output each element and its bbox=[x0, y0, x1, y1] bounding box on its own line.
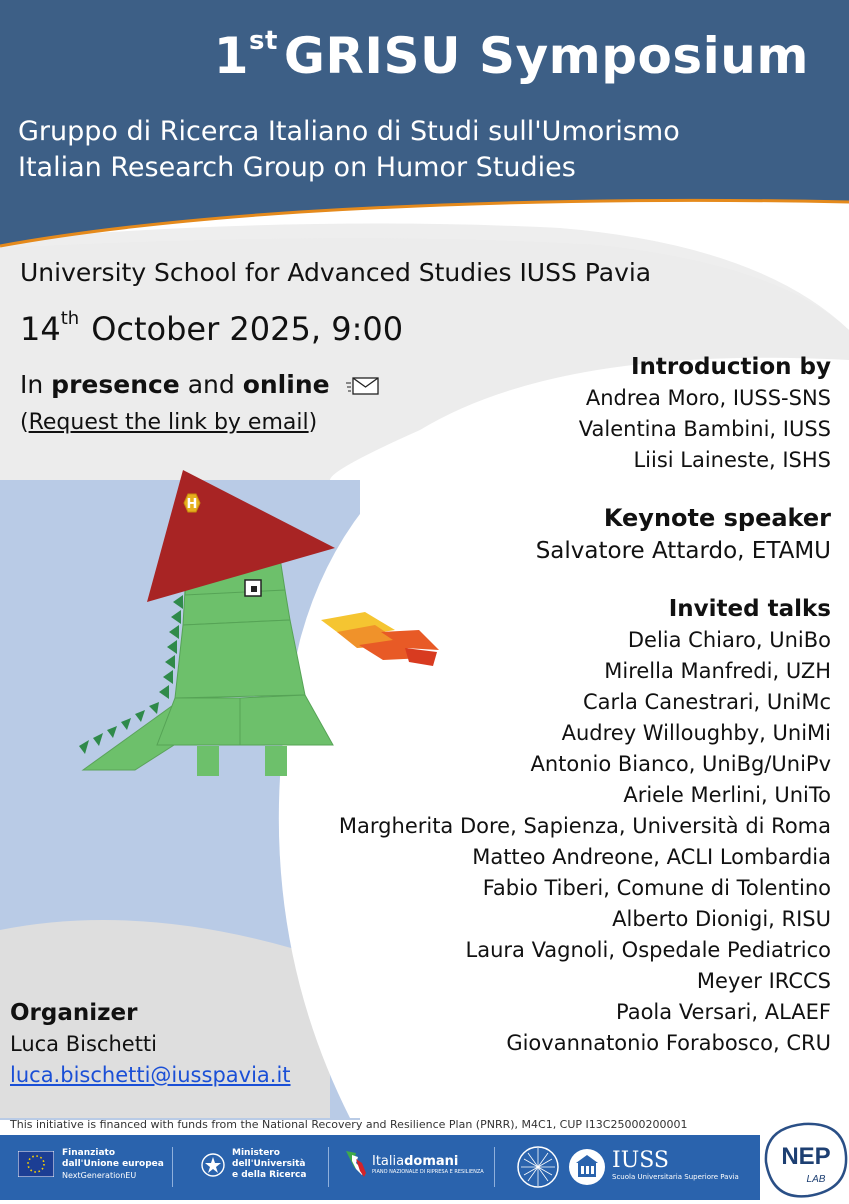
date-ordinal: th bbox=[60, 308, 80, 329]
italy-map-icon bbox=[342, 1149, 368, 1179]
speaker: Alberto Dionigi, RISU bbox=[612, 907, 831, 931]
footer-logo-bar bbox=[0, 1135, 760, 1200]
speaker: Delia Chiaro, UniBo bbox=[627, 628, 831, 652]
date-day: 14 bbox=[20, 310, 61, 348]
domani-text: domani bbox=[404, 1154, 459, 1169]
organizer-name: Luca Bischetti bbox=[10, 1032, 157, 1056]
request-link[interactable] bbox=[20, 410, 317, 435]
speaker: Carla Canestrari, UniMc bbox=[583, 690, 831, 714]
speaker: Audrey Willoughby, UniMi bbox=[561, 721, 831, 745]
date-rest: October 2025, 9:00 bbox=[91, 310, 404, 348]
organizer-heading: Organizer bbox=[10, 1000, 138, 1026]
italia-sub: PIANO NAZIONALE DI RIPRESA E RESILIENZA bbox=[372, 1169, 484, 1175]
mode-and: and bbox=[179, 370, 243, 399]
eu-funding-label bbox=[62, 1148, 164, 1181]
invited-heading: Invited talks bbox=[668, 596, 831, 622]
divider bbox=[494, 1147, 495, 1187]
speaker: Liisi Laineste, ISHS bbox=[633, 448, 831, 472]
speaker: Valentina Bambini, IUSS bbox=[578, 417, 831, 441]
network-logo-icon bbox=[516, 1145, 560, 1189]
organizer-email-link[interactable]: luca.bischetti@iusspavia.it bbox=[10, 1063, 291, 1087]
divider bbox=[172, 1147, 173, 1187]
link-paren-open: ( bbox=[20, 410, 29, 435]
eu-line3: NextGenerationEU bbox=[62, 1171, 137, 1180]
title-number: 1 bbox=[213, 27, 249, 85]
speaker: Margherita Dore, Sapienza, Università di Roma bbox=[338, 814, 831, 838]
request-link-text[interactable]: Request the link by email bbox=[28, 410, 309, 435]
title-ordinal: st bbox=[248, 26, 278, 56]
mur-line3: e della Ricerca bbox=[232, 1170, 307, 1180]
invited-section bbox=[339, 594, 831, 1059]
ministry-label bbox=[232, 1148, 306, 1181]
keynote-section bbox=[536, 503, 831, 568]
eu-line2: dall'Unione europea bbox=[62, 1159, 164, 1169]
page-title bbox=[0, 26, 849, 85]
nep-text: NEP bbox=[781, 1143, 831, 1170]
speaker: Fabio Tiberi, Comune di Tolentino bbox=[482, 876, 831, 900]
speaker: Antonio Bianco, UniBg/UniPv bbox=[530, 752, 831, 776]
mur-line1: Ministero bbox=[232, 1148, 280, 1158]
ministry-emblem-icon bbox=[200, 1151, 226, 1179]
nep-lab-logo bbox=[760, 1118, 849, 1200]
italia-domani-logo bbox=[372, 1154, 484, 1175]
mode-online: online bbox=[242, 370, 330, 399]
italia-text: Italia bbox=[372, 1154, 405, 1169]
speaker: Giovannatonio Forabosco, CRU bbox=[506, 1031, 831, 1055]
lab-text: LAB bbox=[806, 1174, 826, 1185]
eu-flag-icon bbox=[18, 1151, 54, 1177]
speaker: Andrea Moro, IUSS-SNS bbox=[585, 386, 831, 410]
keynote-speaker: Salvatore Attardo, ETAMU bbox=[535, 538, 831, 564]
speaker: Ariele Merlini, UniTo bbox=[623, 783, 831, 807]
mode-in: In bbox=[20, 370, 52, 399]
speaker: Laura Vagnoli, Ospedale Pediatrico bbox=[465, 938, 831, 962]
speaker: Matteo Andreone, ACLI Lombardia bbox=[472, 845, 831, 869]
introduction-heading: Introduction by bbox=[630, 354, 831, 380]
speaker: Meyer IRCCS bbox=[696, 969, 831, 993]
subtitle-english: Italian Research Group on Humor Studies bbox=[18, 152, 576, 183]
iuss-logo bbox=[612, 1149, 739, 1181]
eu-line1: Finanziato bbox=[62, 1148, 116, 1158]
venue: University School for Advanced Studies IUSS Pavia bbox=[20, 258, 652, 287]
introduction-section bbox=[579, 352, 831, 476]
speaker: Mirella Manfredi, UZH bbox=[604, 659, 831, 683]
organizer-section bbox=[10, 998, 291, 1091]
attendance-mode bbox=[20, 370, 380, 403]
title-text: GRISU Symposium bbox=[283, 27, 809, 85]
iuss-emblem-icon bbox=[568, 1147, 606, 1187]
hat-badge-letter: H bbox=[186, 497, 198, 512]
envelope-icon[interactable] bbox=[346, 374, 380, 403]
iuss-sub: Scuola Universitaria Superiore Pavia bbox=[612, 1173, 739, 1181]
link-paren-close: ) bbox=[308, 410, 318, 435]
event-date bbox=[20, 308, 403, 348]
mode-presence: presence bbox=[51, 370, 180, 399]
keynote-heading: Keynote speaker bbox=[603, 504, 831, 532]
mur-line2: dell'Università bbox=[232, 1159, 306, 1169]
funding-note: This initiative is financed with funds from the National Recovery and Resilience Plan (PNRR), M4C1, CUP I13C25000200001 bbox=[10, 1118, 688, 1131]
iuss-text: IUSS bbox=[612, 1148, 669, 1173]
divider bbox=[328, 1147, 329, 1187]
subtitle-italian: Gruppo di Ricerca Italiano di Studi sull'Umorismo bbox=[18, 116, 680, 147]
speaker: Paola Versari, ALAEF bbox=[616, 1000, 831, 1024]
